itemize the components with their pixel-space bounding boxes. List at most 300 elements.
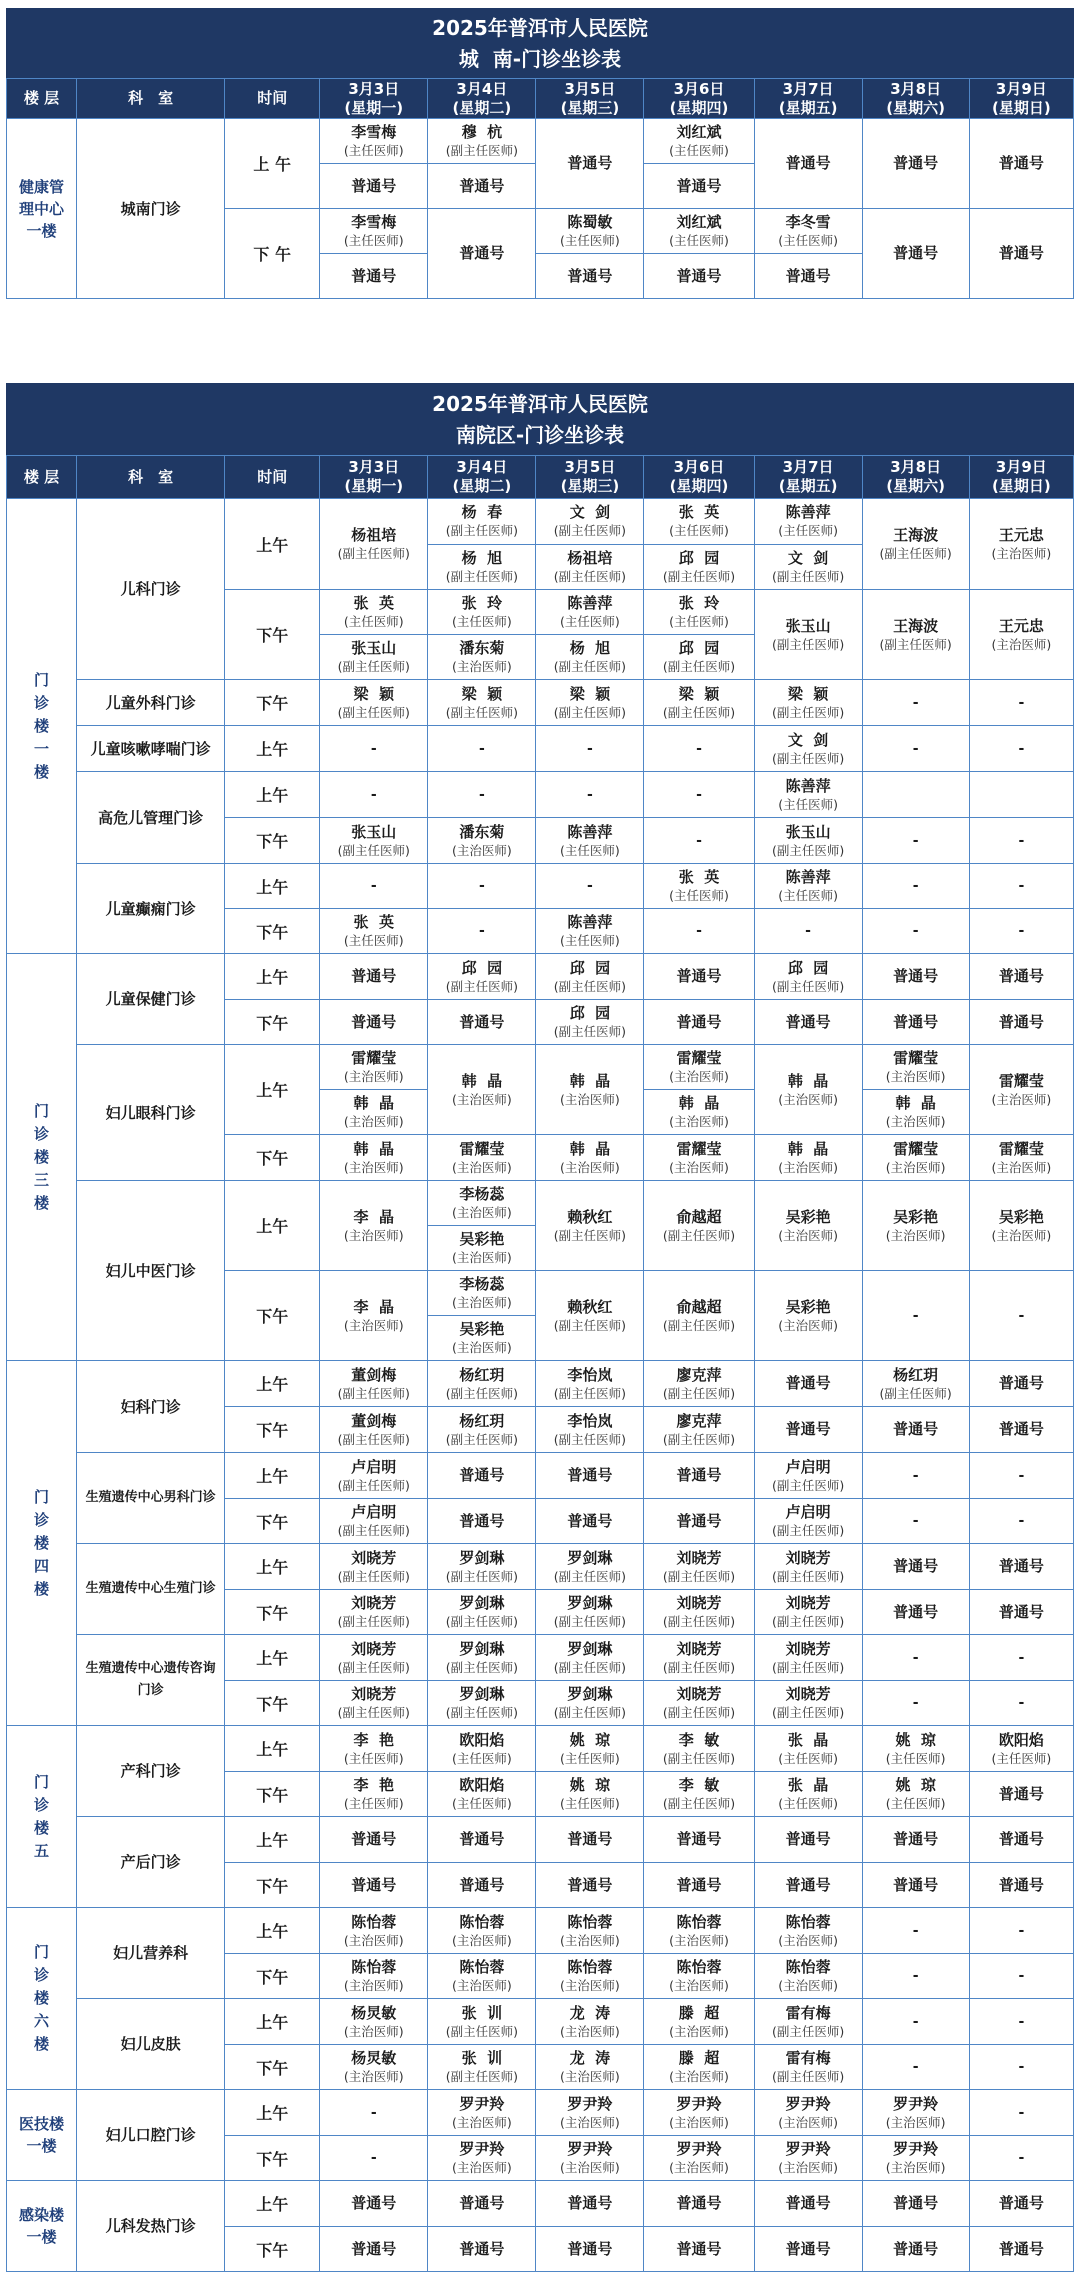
schedule-cell [969, 726, 1073, 772]
doctor-title: (副主任医师) [553, 1431, 627, 1447]
department-cell [77, 2090, 225, 2181]
doctor-entry [536, 772, 643, 817]
doctor-title: (主治医师) [560, 1091, 620, 1107]
header-day [320, 79, 428, 119]
doctor-title: (主治医师) [343, 1978, 404, 1993]
doctor-name: 李怡岚 [567, 1365, 613, 1384]
schedule-cell [644, 1681, 754, 1726]
time-slot: 上午 [225, 1635, 320, 1681]
time-slot: 上午 [225, 954, 320, 1000]
doctor-name: 陈怡蓉 [567, 1912, 613, 1931]
time-slot: 上午 [225, 772, 320, 818]
general-registration: 普通号 [676, 967, 722, 985]
doctor-entry [863, 818, 969, 863]
doctor-name: 罗剑琳 [567, 1594, 613, 1612]
doctor-title: (主治医师) [560, 1978, 620, 1993]
doctor-name: 罗剑琳 [567, 1639, 613, 1658]
doctor-title: (副主任医师) [879, 546, 952, 561]
doctor-entry [644, 1271, 753, 1360]
doctor-entry [428, 2181, 535, 2226]
header-day [862, 79, 969, 119]
doctor-title: (副主任医师) [445, 1568, 518, 1584]
schedule-cell [644, 1045, 754, 1135]
table-row [7, 119, 1074, 209]
doctor-entry [536, 1453, 643, 1498]
general-registration: 普通号 [785, 154, 831, 172]
doctor-entry [755, 1908, 862, 1953]
doctor-entry [755, 499, 862, 544]
doctor-entry [428, 1863, 535, 1907]
doctor-title: (副主任医师) [771, 704, 845, 720]
schedule-cell [969, 1817, 1073, 1863]
doctor-entry [970, 2045, 1073, 2089]
table-row [7, 1181, 1074, 1271]
header-day [644, 79, 754, 119]
doctor-title: (主治医师) [669, 2023, 729, 2039]
doctor-name: 刘晓芳 [785, 1639, 831, 1658]
doctor-title: (副主任医师) [337, 546, 410, 561]
table-row [7, 2181, 1074, 2227]
day-weekday: (星期六) [886, 98, 946, 117]
time-slot: 下午 [225, 1407, 320, 1453]
schedule-cell [536, 726, 644, 772]
doctor-title: (副主任医师) [553, 1227, 627, 1243]
doctor-title: (主治医师) [451, 1340, 512, 1355]
doctor-name: 滕 超 [678, 2049, 720, 2067]
time-slot: 下 午 [225, 209, 320, 299]
doctor-entry [970, 909, 1073, 953]
doctor-title: (主任医师) [885, 1796, 946, 1811]
no-clinic-marker: - [912, 2013, 919, 2030]
schedule-cell [644, 2136, 754, 2181]
schedule-cell [320, 1135, 428, 1181]
doctor-entry [536, 1726, 643, 1771]
doctor-name: 俞越超 [676, 1297, 722, 1316]
time-slot: 下午 [225, 1499, 320, 1544]
general-registration: 普通号 [567, 2194, 613, 2212]
doctor-entry [320, 1407, 427, 1452]
schedule-cell [862, 1544, 969, 1590]
schedule-cell [428, 1499, 536, 1544]
schedule-cell [862, 909, 969, 954]
table-row [7, 864, 1074, 909]
department-name: 生殖遗传中心男科门诊 [85, 1490, 216, 1505]
time-slot: 上午 [225, 1999, 320, 2045]
schedule-cell [754, 2090, 862, 2136]
header-day [644, 456, 754, 499]
doctor-name: 刘晓芳 [676, 1685, 722, 1703]
schedule-cell [428, 1135, 536, 1181]
schedule-cell [862, 772, 969, 818]
doctor-name: 罗尹羚 [785, 2094, 831, 2113]
doctor-title: (主治医师) [343, 1932, 404, 1948]
day-weekday: (星期四) [669, 477, 729, 495]
day-date: 3月5日 [564, 79, 616, 98]
doctor-entry [644, 1817, 753, 1862]
department-cell [77, 1999, 225, 2090]
doctor-name: 雷耀莹 [676, 1049, 722, 1067]
general-registration: 普通号 [459, 1466, 505, 1484]
schedule-cell [536, 954, 644, 1000]
schedule-cell [644, 1544, 754, 1590]
schedule-cell [969, 1271, 1073, 1361]
day-weekday: (星期一) [344, 98, 404, 117]
doctor-entry [755, 209, 862, 253]
doctor-entry [970, 2090, 1073, 2135]
schedule-cell [969, 1361, 1073, 1407]
doctor-entry [644, 1135, 753, 1180]
general-registration: 普通号 [785, 1420, 831, 1438]
doctor-name: 罗尹羚 [459, 2094, 505, 2113]
general-registration: 普通号 [998, 1784, 1044, 1803]
department-cell [77, 1361, 225, 1453]
schedule-cell [754, 2136, 862, 2181]
schedule-cell [969, 909, 1073, 954]
doctor-entry [970, 1407, 1073, 1452]
schedule-cell [644, 1407, 754, 1453]
schedule-cell [644, 1453, 754, 1499]
doctor-entry [428, 818, 535, 863]
doctor-entry [644, 1863, 753, 1907]
doctor-entry [320, 1181, 427, 1270]
doctor-name: 韩 晶 [895, 1094, 936, 1112]
doctor-entry [644, 2136, 753, 2180]
doctor-name: 邱 园 [678, 548, 720, 567]
schedule-cell [644, 119, 754, 209]
no-clinic-marker: - [1018, 832, 1025, 849]
schedule-cell [754, 1726, 862, 1772]
general-registration: 普通号 [676, 1511, 722, 1530]
doctor-entry [755, 590, 862, 679]
doctor-entry [428, 209, 535, 298]
doctor-name: 韩 晶 [678, 1094, 720, 1112]
general-registration: 普通号 [893, 2239, 939, 2258]
doctor-name: 陈善萍 [567, 594, 613, 612]
doctor-title: (主治医师) [451, 1932, 512, 1948]
doctor-entry [320, 590, 427, 634]
doctor-entry [970, 1045, 1073, 1134]
doctor-title: (主治医师) [451, 1159, 512, 1175]
doctor-entry [863, 1089, 969, 1134]
doctor-entry [863, 1954, 969, 1998]
doctor-entry [644, 2181, 753, 2226]
schedule-cell [320, 2181, 428, 2227]
doctor-name: 张 英 [353, 913, 394, 931]
no-clinic-marker: - [1018, 2150, 1025, 2166]
doctor-name: 雷耀莹 [351, 1049, 397, 1067]
schedule-cell [320, 680, 428, 726]
doctor-title: (副主任医师) [662, 1659, 736, 1675]
schedule-cell [754, 1453, 862, 1499]
doctor-entry [428, 1315, 535, 1360]
doctor-title: (主治医师) [669, 2160, 729, 2175]
department-name: 产后门诊 [120, 1853, 181, 1871]
day-date: 3月8日 [890, 79, 942, 98]
doctor-entry [644, 1590, 753, 1634]
doctor-entry [536, 1908, 643, 1953]
doctor-title: (主治医师) [451, 659, 512, 674]
schedule-cell [536, 1999, 644, 2045]
doctor-entry [428, 119, 535, 163]
doctor-entry [428, 590, 535, 634]
doctor-entry [755, 680, 862, 725]
doctor-entry [320, 1089, 427, 1134]
doctor-entry [536, 1772, 643, 1816]
day-date: 3月7日 [782, 458, 834, 476]
schedule-cell [320, 954, 428, 1000]
department-name: 生殖遗传中心生殖门诊 [85, 1581, 216, 1596]
no-clinic-marker: - [478, 786, 485, 803]
doctor-entry [320, 163, 427, 208]
general-registration: 普通号 [785, 1012, 831, 1031]
doctor-title: (主任医师) [778, 1796, 838, 1811]
floor-cell [7, 1908, 77, 2090]
department-name: 妇儿皮肤 [120, 2035, 181, 2053]
doctor-name: 雷耀莹 [893, 1049, 939, 1067]
schedule-cell [754, 1000, 862, 1045]
schedule-cell [428, 1863, 536, 1908]
doctor-entry [755, 1271, 862, 1360]
schedule-cell [428, 909, 536, 954]
floor-cell [7, 119, 77, 299]
no-clinic-marker: - [1018, 1467, 1025, 1484]
doctor-name: 吴彩艳 [459, 1320, 505, 1338]
department-cell [77, 864, 225, 954]
schedule-cell [969, 590, 1073, 680]
time-slot: 下午 [225, 1271, 320, 1361]
doctor-name: 罗尹羚 [893, 2140, 939, 2158]
doctor-title: (主治医师) [885, 2114, 946, 2130]
doctor-entry [428, 1499, 535, 1543]
doctor-title: (主治医师) [343, 1317, 404, 1333]
schedule-cell [969, 2045, 1073, 2090]
general-registration: 普通号 [893, 1875, 939, 1894]
schedule-cell [320, 1544, 428, 1590]
table-row [7, 1453, 1074, 1499]
doctor-title: (副主任医师) [553, 1568, 627, 1584]
doctor-entry [970, 954, 1073, 999]
doctor-entry [536, 499, 643, 544]
schedule-cell [536, 1954, 644, 1999]
doctor-name: 韩 晶 [569, 1071, 611, 1090]
doctor-entry [755, 1863, 862, 1907]
header-day [536, 456, 644, 499]
schedule-cell [644, 2181, 754, 2227]
doctor-entry [536, 1544, 643, 1589]
doctor-title: (主任医师) [343, 614, 404, 629]
doctor-entry [428, 163, 535, 208]
doctor-entry [644, 954, 753, 999]
no-clinic-marker: - [1018, 2104, 1025, 2121]
schedule-cell [536, 499, 644, 590]
doctor-entry [536, 590, 643, 634]
doctor-name: 龙 涛 [569, 2049, 611, 2067]
doctor-title: (副主任医师) [337, 1568, 410, 1584]
no-clinic-marker: - [370, 740, 377, 757]
no-clinic-marker: - [587, 786, 593, 803]
schedule-cell [536, 1908, 644, 1954]
hospital-name: 2025年普洱市人民医院 [432, 391, 648, 416]
time-slot: 下午 [225, 1590, 320, 1635]
day-date: 3月3日 [348, 458, 400, 476]
doctor-name: 罗剑琳 [567, 1685, 613, 1703]
department-name: 妇科门诊 [120, 1397, 181, 1416]
schedule-cell [862, 1999, 969, 2045]
doctor-title: (主任医师) [560, 614, 620, 629]
header-day [969, 79, 1073, 119]
schedule-cell [536, 772, 644, 818]
doctor-name: 韩 晶 [787, 1071, 829, 1090]
schedule-cell [644, 1590, 754, 1635]
table-title [7, 384, 1074, 456]
schedule-cell [428, 2181, 536, 2227]
doctor-entry [320, 1726, 427, 1771]
hospital-name: 2025年普洱市人民医院 [432, 15, 648, 40]
schedule-cell [754, 2227, 862, 2272]
doctor-title: (副主任医师) [662, 1750, 736, 1766]
doctor-entry [536, 1863, 643, 1907]
doctor-entry [863, 1407, 969, 1452]
doctor-entry [863, 1181, 969, 1270]
doctor-title: (副主任医师) [445, 704, 518, 720]
schedule-cell [536, 1181, 644, 1271]
schedule-cell [320, 2136, 428, 2181]
doctor-title: (副主任医师) [662, 659, 736, 674]
general-registration: 普通号 [459, 2194, 505, 2212]
schedule-cell [320, 1817, 428, 1863]
doctor-entry [644, 1726, 753, 1771]
schedule-cell [969, 2181, 1073, 2227]
day-date: 3月9日 [995, 458, 1047, 476]
schedule-cell [428, 954, 536, 1000]
department-name: 儿童咳嗽哮喘门诊 [90, 739, 211, 758]
doctor-entry [863, 1817, 969, 1862]
doctor-entry [320, 2181, 427, 2226]
schedule-cell [320, 1181, 428, 1271]
schedule-cell [428, 1954, 536, 1999]
doctor-entry [863, 1863, 969, 1907]
schedule-cell [320, 590, 428, 680]
doctor-entry [428, 1590, 535, 1634]
doctor-name: 姚 琼 [569, 1730, 611, 1749]
no-clinic-marker: - [587, 878, 593, 894]
doctor-name: 罗尹羚 [893, 2094, 939, 2113]
doctor-name: 卢启明 [351, 1457, 397, 1476]
doctor-title: (副主任医师) [662, 704, 736, 720]
doctor-name: 龙 涛 [569, 2003, 611, 2022]
schedule-cell [969, 1954, 1073, 1999]
doctor-name: 杨炅敏 [351, 2049, 397, 2067]
doctor-name: 韩 晶 [569, 1139, 611, 1158]
schedule-cell [320, 1045, 428, 1135]
schedule-cell [644, 1000, 754, 1045]
schedule-cell [644, 499, 754, 590]
schedule-cell [969, 1590, 1073, 1635]
doctor-name: 李雪梅 [351, 213, 397, 231]
department-name: 儿科发热门诊 [105, 2217, 196, 2235]
doctor-title: (主治医师) [778, 1317, 838, 1333]
doctor-entry [644, 818, 753, 863]
schedule-cell [862, 1954, 969, 1999]
header-day [862, 456, 969, 499]
time-slot: 下午 [225, 1000, 320, 1045]
header-day [754, 456, 862, 499]
doctor-entry [644, 1000, 753, 1044]
schedule-cell [320, 1271, 428, 1361]
schedule-cell [969, 1000, 1073, 1045]
time-slot: 上午 [225, 1181, 320, 1271]
doctor-entry [644, 1089, 753, 1134]
doctor-entry [320, 1863, 427, 1907]
time-slot: 上午 [225, 864, 320, 909]
doctor-entry [320, 909, 427, 953]
schedule-cell [536, 818, 644, 864]
schedule-cell [862, 1045, 969, 1135]
floor-label: 感染楼一楼 [19, 2206, 65, 2246]
table-row [7, 1726, 1074, 1772]
doctor-name: 欧阳焰 [998, 1730, 1044, 1749]
doctor-name: 雷耀莹 [893, 1139, 939, 1158]
doctor-name: 卢启明 [785, 1457, 831, 1476]
schedule-cell [969, 2136, 1073, 2181]
no-clinic-marker: - [1018, 878, 1025, 894]
doctor-entry [863, 864, 969, 908]
doctor-entry [320, 119, 427, 163]
time-slot: 下午 [225, 680, 320, 726]
doctor-entry [755, 1590, 862, 1634]
doctor-name: 韩 晶 [353, 1139, 394, 1158]
schedule-cell [754, 772, 862, 818]
doctor-title: (主治医师) [560, 2069, 620, 2084]
schedule-cell [644, 590, 754, 680]
doctor-entry [428, 2136, 535, 2180]
doctor-entry [970, 726, 1073, 771]
general-registration: 普通号 [567, 1511, 613, 1530]
header-day [754, 79, 862, 119]
no-clinic-marker: - [587, 740, 593, 757]
doctor-name: 吴彩艳 [785, 1207, 831, 1226]
doctor-title: (副主任医师) [553, 568, 627, 584]
time-slot: 下午 [225, 2227, 320, 2272]
doctor-name: 张 英 [353, 594, 394, 612]
schedule-cell [862, 1772, 969, 1817]
schedule-cell [862, 1726, 969, 1772]
doctor-name: 李 敏 [678, 1776, 720, 1794]
schedule-cell [969, 1999, 1073, 2045]
doctor-name: 李 晶 [353, 1297, 394, 1316]
floor-label: 医技楼一楼 [19, 2115, 65, 2155]
general-registration: 普通号 [351, 176, 397, 195]
schedule-cell [644, 772, 754, 818]
time-slot: 上午 [225, 2090, 320, 2136]
doctor-title: (副主任医师) [662, 1705, 736, 1720]
no-clinic-marker: - [478, 740, 485, 757]
schedule-cell [428, 499, 536, 590]
schedule-cell [754, 1772, 862, 1817]
schedule-cell [428, 1271, 536, 1361]
schedule-cell [428, 680, 536, 726]
day-weekday: (星期日) [991, 477, 1051, 495]
no-clinic-marker: - [912, 923, 919, 939]
schedule-cell [536, 1863, 644, 1908]
department-cell [77, 954, 225, 1045]
doctor-entry [428, 1954, 535, 1998]
schedule-cell [320, 1681, 428, 1726]
schedule-cell [969, 1181, 1073, 1271]
department-name: 产科门诊 [120, 1762, 181, 1780]
no-clinic-marker: - [912, 1649, 919, 1666]
doctor-entry [970, 864, 1073, 908]
